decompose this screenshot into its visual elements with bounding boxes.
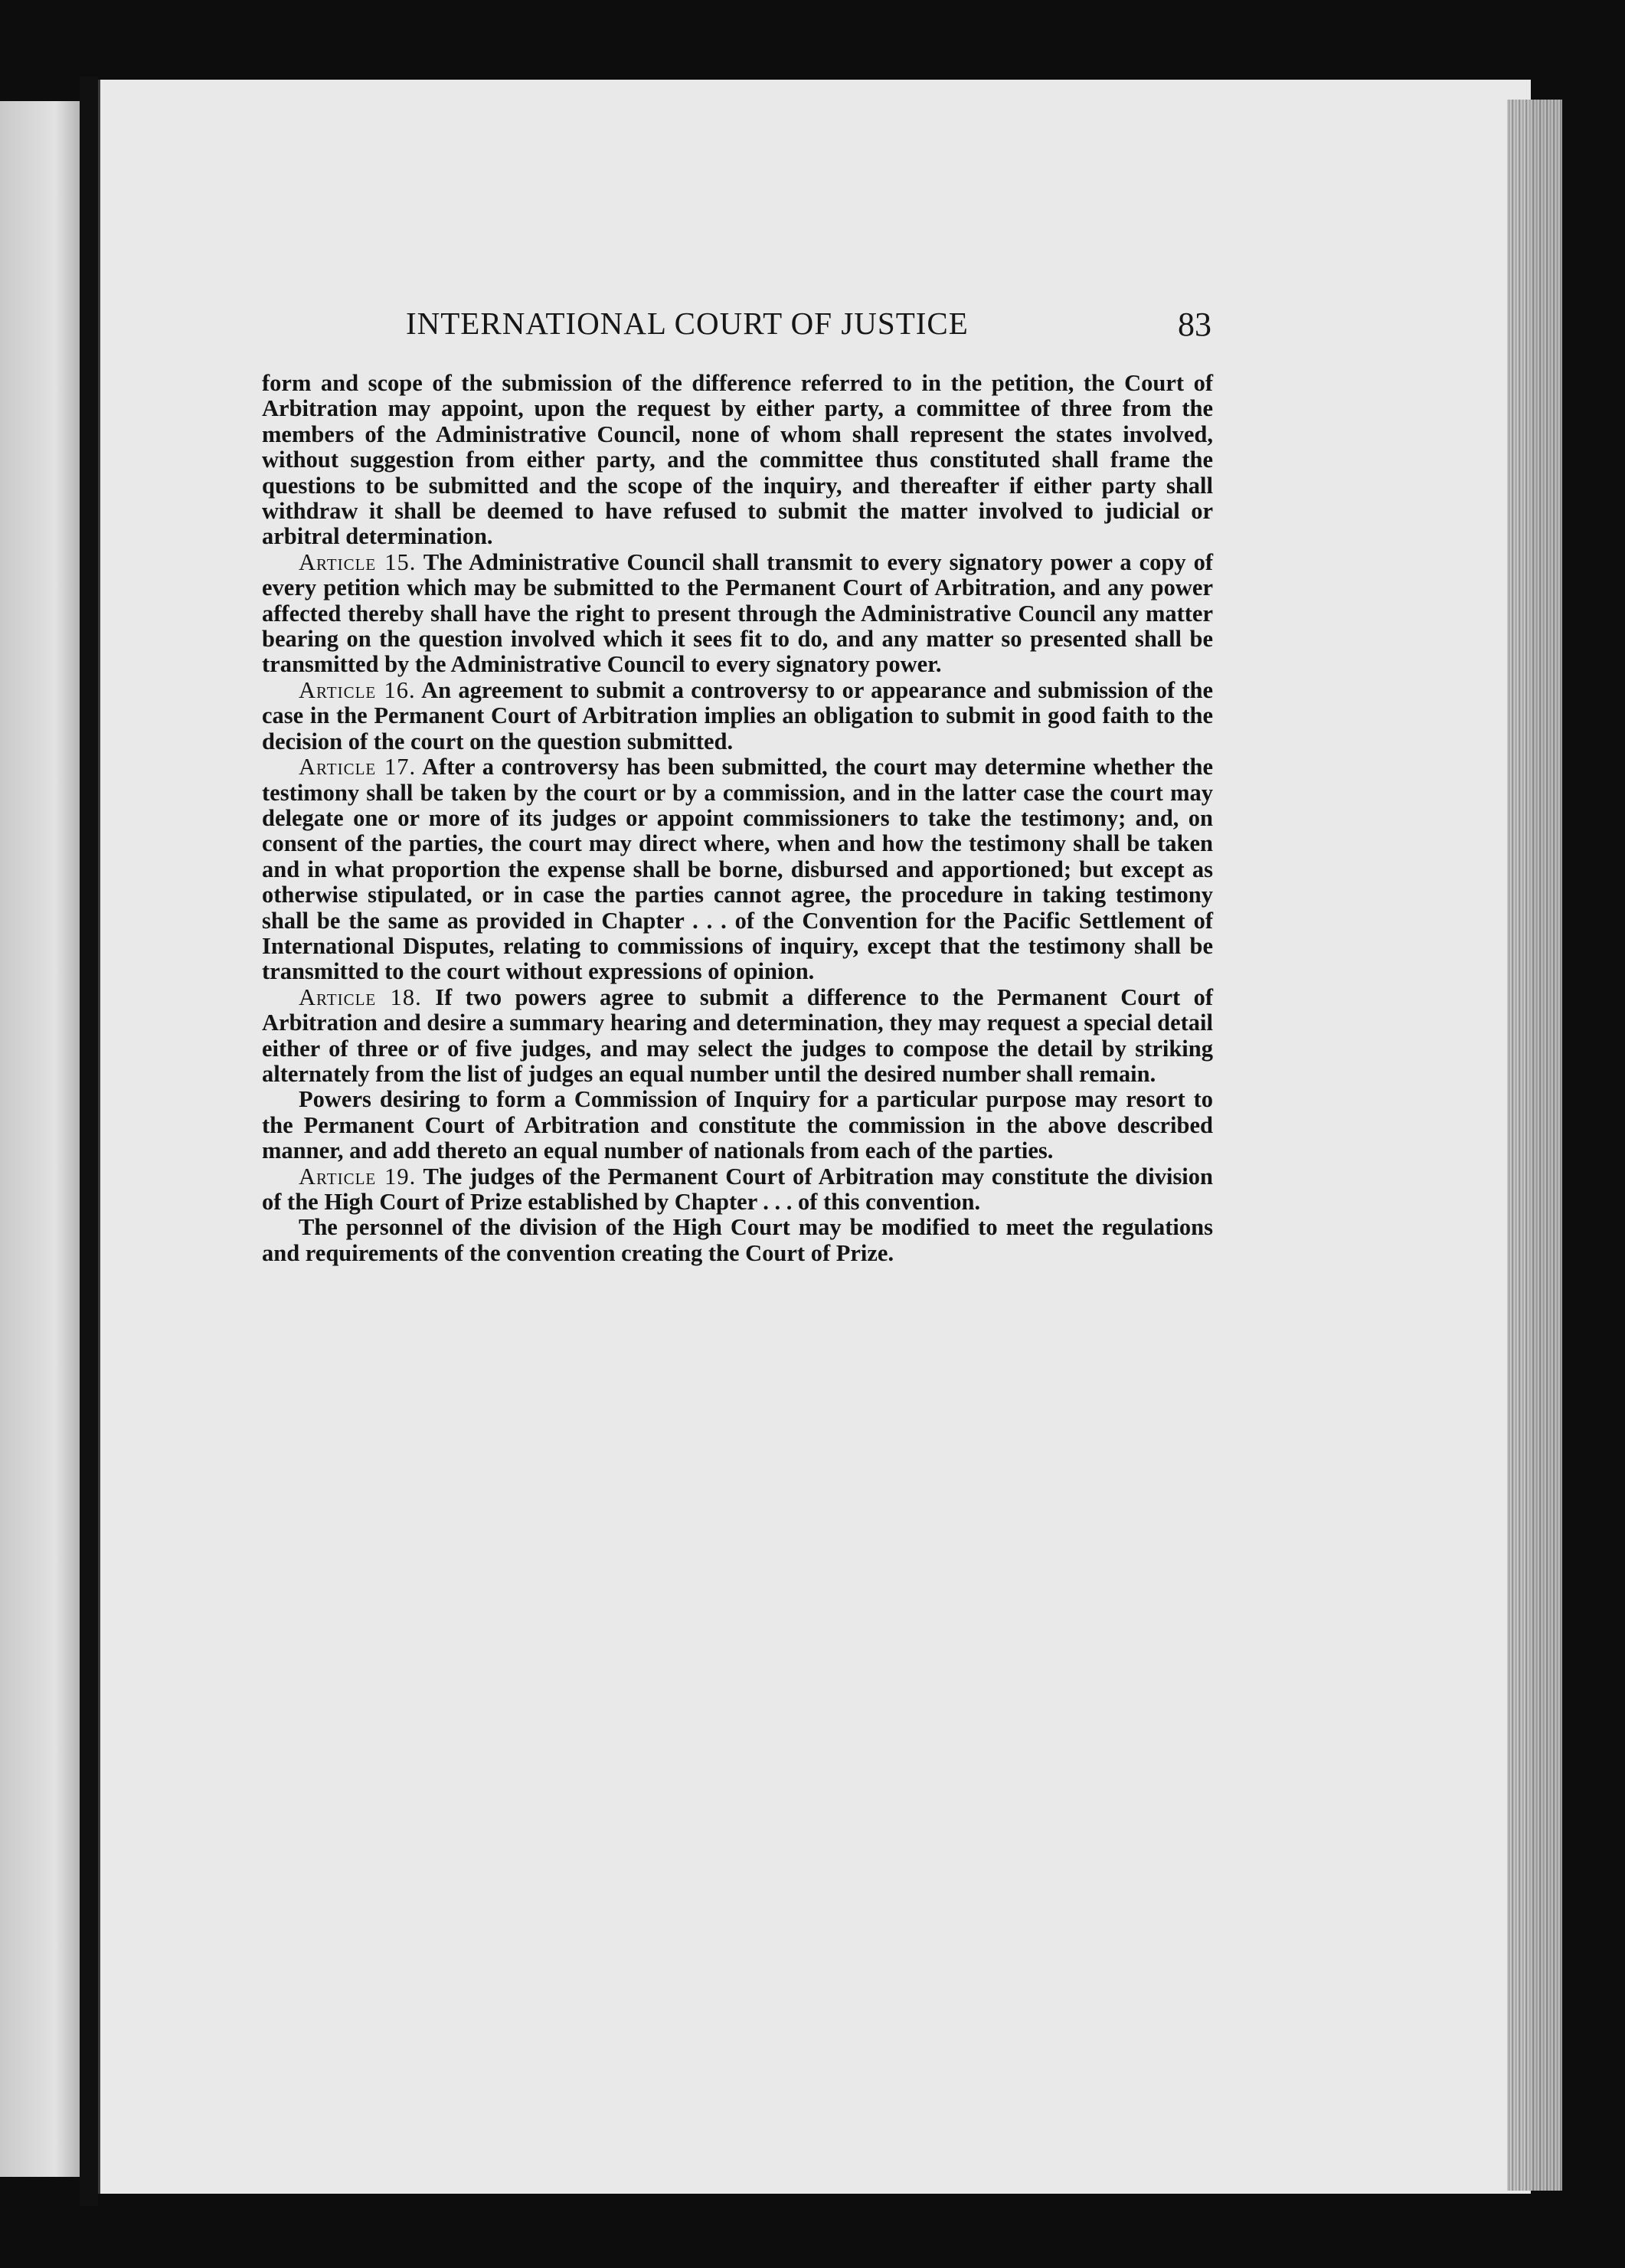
paragraph-text: The personnel of the division of the High Court may be modified to meet the regulations and requirements of the convention creating the Court of Prize. (262, 1214, 1213, 1266)
running-head: INTERNATIONAL COURT OF JUSTICE (406, 306, 969, 341)
paragraph-text: The Administrative Council shall transmit to every signatory power a copy of every petition which may be submitted to the Permanent Court of Arbitration, and any power affected thereby shall have the right to present through the Administrative Council any matter bearing on the question involved which it sees fit to do, and any matter so presented shall be transmitted by the Administrative Council to every signatory power. (262, 548, 1213, 678)
body-text (262, 371, 1213, 1266)
book-gutter (80, 77, 98, 2206)
paragraph (262, 1215, 1213, 1266)
page-number: 83 (1178, 306, 1211, 343)
paragraph-text: The judges of the Permanent Court of Arbitration may constitute the division of the High Court of Prize established by Chapter . . . of this convention. (262, 1163, 1213, 1215)
paragraph (262, 371, 1213, 550)
article-paragraph (262, 550, 1213, 678)
page-stack-edge (1507, 100, 1562, 2191)
article-label: Article 18. (299, 983, 422, 1010)
paragraph-text: An agreement to submit a controversy to or appearance and submission of the case in the Permanent Court of Arbitration implies an obligation to submit in good faith to the decision of the court on the question submitted. (262, 676, 1213, 754)
article-label: Article 15. (299, 548, 417, 575)
article-label: Article 16. (299, 676, 416, 703)
paragraph-text: form and scope of the submission of the difference referred to in the petition, the Court of Arbitration may appoint, upon the request by either party, a committee of three from the members of the Administrative Council, none of whom shall represent the states involved, without suggestion from either party, and the committee thus constituted shall frame the questions to be submitted and the scope of the inquiry, and thereafter if either party shall withdraw it shall be deemed to have refused to submit the matter involved to judicial or arbitral determination. (262, 370, 1213, 550)
article-paragraph (262, 754, 1213, 985)
article-label: Article 19. (299, 1163, 417, 1190)
article-paragraph (262, 678, 1213, 754)
paragraph-text: After a controversy has been submitted, the court may determine whether the testimony shall be taken by the court or by a commission, and in the latter case the court may delegate one or more of its judges or appoint commissioners to take the testimony; and, on consent of the parties, the court may direct where, when and how the testimony shall be taken and in what proportion the expense shall be borne, disbursed and apportioned; but except as otherwise stipulated, or in case the parties cannot agree, the procedure in taking testimony shall be the same as provided in Chapter . . . of the Convention for the Pacific Settlement of International Disputes, relating to commissions of inquiry, except that the testimony shall be transmitted to the court without expressions of opinion. (262, 754, 1213, 985)
article-paragraph (262, 985, 1213, 1088)
paragraph-text: Powers desiring to form a Commission of Inquiry for a particular purpose may resort to the Permanent Court of Arbitration and constitute the commission in the above described manner, and add thereto an equal number of nationals from each of the parties. (262, 1086, 1213, 1164)
article-label: Article 17. (299, 754, 417, 781)
paragraph-text: If two powers agree to submit a difference to the Permanent Court of Arbitration and desire a summary hearing and determination, they may request a special detail either of three or of five judges, and may select the judges to compose the detail by striking alternately from the list of judges an equal number until the desired number shall remain. (262, 983, 1213, 1087)
article-paragraph (262, 1164, 1213, 1216)
paragraph (262, 1087, 1213, 1163)
facing-page-edge (0, 101, 80, 2177)
